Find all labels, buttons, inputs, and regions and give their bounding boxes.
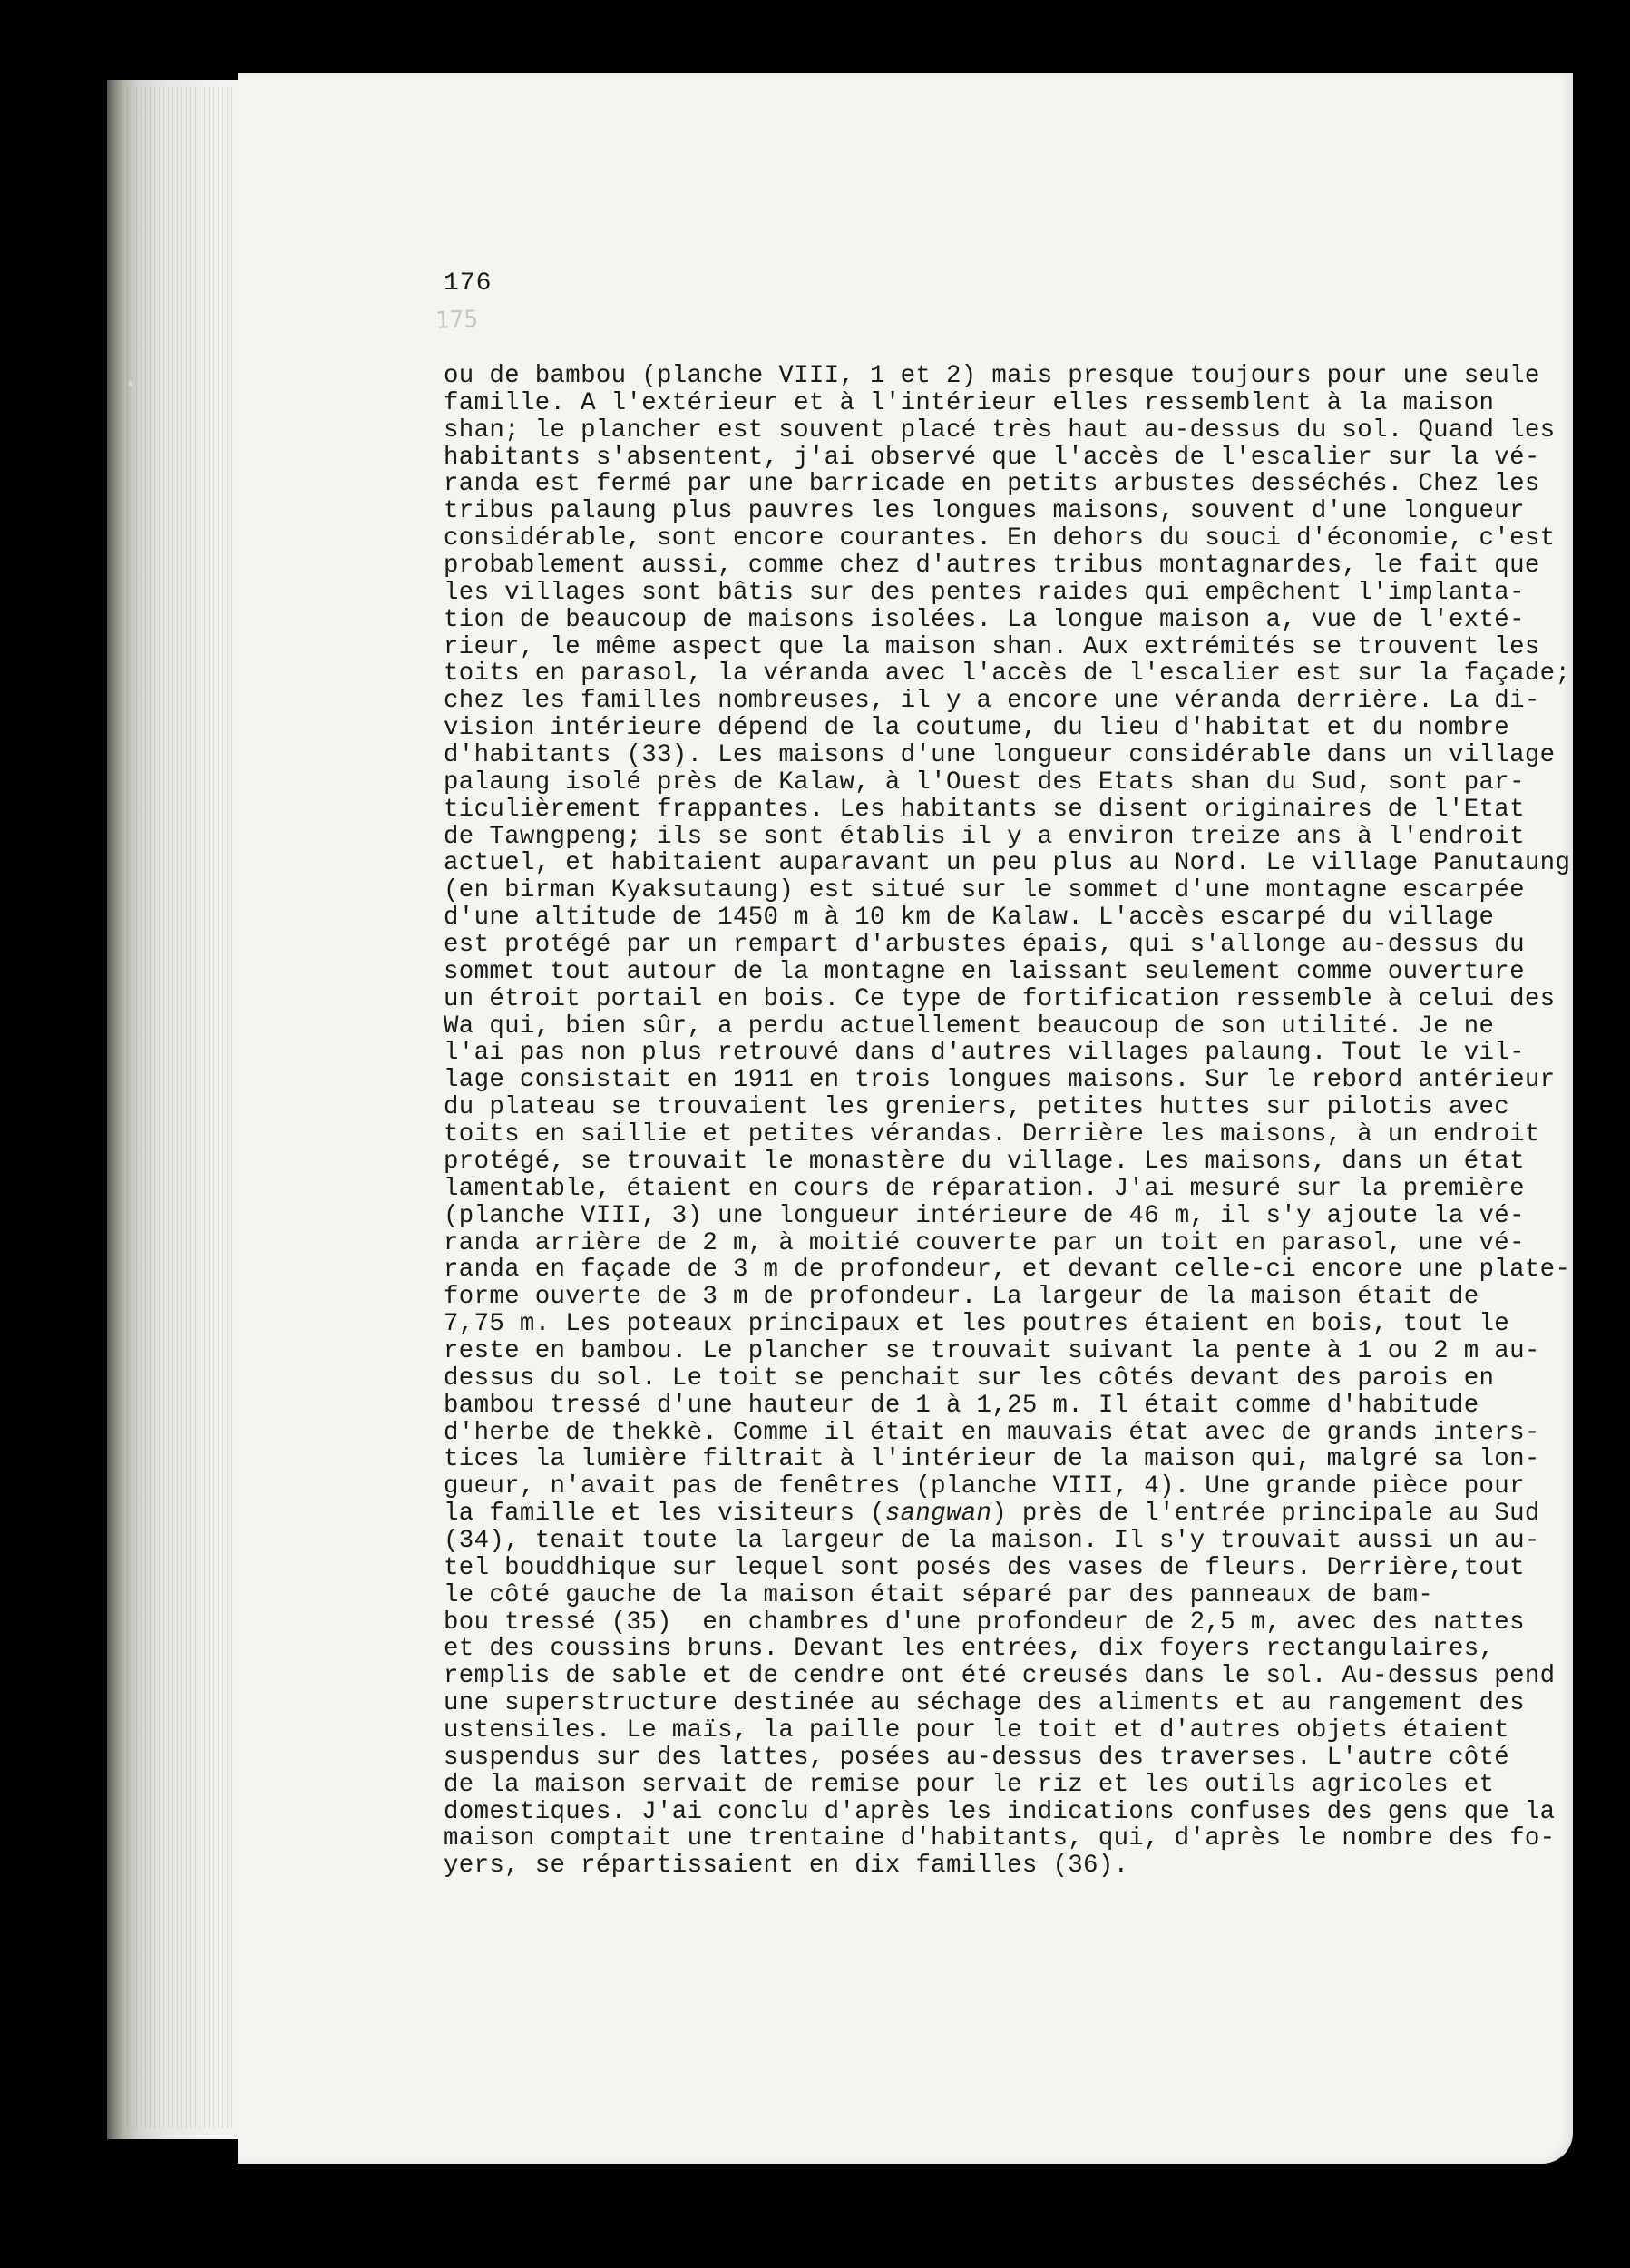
text-line: reste en bambou. Le plancher se trouvait suivant la pente à 1 ou 2 m au- bbox=[444, 1336, 1540, 1365]
text-line: probablement aussi, comme chez d'autres tribus montagnardes, le fait que bbox=[444, 552, 1540, 581]
text-line: bou tressé (35) en chambres d'une profondeur de 2,5 m, avec des nattes bbox=[444, 1608, 1525, 1637]
text-line: de la maison servait de remise pour le riz et les outils agricoles et bbox=[444, 1770, 1495, 1799]
text-line: est protégé par un rempart d'arbustes épais, qui s'allonge au-dessus du bbox=[444, 931, 1525, 960]
text-line: randa arrière de 2 m, à moitié couverte par un toit en parasol, une vé- bbox=[444, 1228, 1525, 1257]
text-line: d'une altitude de 1450 m à 10 km de Kalaw. L'accès escarpé du village bbox=[444, 904, 1495, 933]
text-line: tices la lumière filtrait à l'intérieur de la maison qui, malgré sa lon- bbox=[444, 1445, 1540, 1474]
text-line: la famille et les visiteurs (sangwan) près de l'entrée principale au Sud bbox=[444, 1500, 1540, 1529]
text-line: habitants s'absentent, j'ai observé que l'accès de l'escalier sur la vé- bbox=[444, 443, 1540, 472]
text-line: les villages sont bâtis sur des pentes raides qui empêchent l'implanta- bbox=[444, 578, 1525, 607]
text-line: chez les familles nombreuses, il y a encore une véranda derrière. La di- bbox=[444, 687, 1540, 716]
text-line: d'herbe de thekkè. Comme il était en mauvais état avec de grands inters- bbox=[444, 1418, 1540, 1447]
dust-speck bbox=[129, 381, 132, 386]
text-line: maison comptait une trentaine d'habitants, qui, d'après le nombre des fo- bbox=[444, 1824, 1556, 1853]
text-line: du plateau se trouvaient les greniers, petites huttes sur pilotis avec bbox=[444, 1093, 1510, 1122]
text-line: tel bouddhique sur lequel sont posés des vases de fleurs. Derrière,tout bbox=[444, 1553, 1525, 1582]
text-line: gueur, n'avait pas de fenêtres (planche VIII, 4). Une grande pièce pour bbox=[444, 1472, 1525, 1501]
text-line: rieur, le même aspect que la maison shan. Aux extrémités se trouvent les bbox=[444, 632, 1540, 661]
text-line: une superstructure destinée au séchage des aliments et au rangement des bbox=[444, 1689, 1525, 1718]
text-line: ticulièrement frappantes. Les habitants se disent originaires de l'Etat bbox=[444, 795, 1525, 824]
text-line: considérable, sont encore courantes. En dehors du souci d'économie, c'est bbox=[444, 524, 1556, 553]
text-line: toits en parasol, la véranda avec l'accès de l'escalier est sur la façade; bbox=[444, 660, 1571, 689]
text-line: tribus palaung plus pauvres les longues maisons, souvent d'une longueur bbox=[444, 497, 1525, 526]
text-line: randa en façade de 3 m de profondeur, et devant celle-ci encore une plate- bbox=[444, 1256, 1571, 1285]
text-line: de Tawngpeng; ils se sont établis il y a environ treize ans à l'endroit bbox=[444, 822, 1525, 851]
bleed-through-page-number: 175 bbox=[434, 306, 479, 335]
text-line: domestiques. J'ai conclu d'après les indications confuses des gens que la bbox=[444, 1797, 1556, 1826]
text-line: forme ouverte de 3 m de profondeur. La largeur de la maison était de bbox=[444, 1283, 1479, 1312]
text-line: bambou tressé d'une hauteur de 1 à 1,25 m. Il était comme d'habitude bbox=[444, 1391, 1479, 1420]
text-line: (34), tenait toute la largeur de la maison. Il s'y trouvait aussi un au- bbox=[444, 1526, 1540, 1555]
text-line: protégé, se trouvait le monastère du village. Les maisons, dans un état bbox=[444, 1147, 1525, 1176]
text-line: actuel, et habitaient auparavant un peu plus au Nord. Le village Panutaung bbox=[444, 849, 1571, 878]
text-line: palaung isolé près de Kalaw, à l'Ouest des Etats shan du Sud, sont par- bbox=[444, 767, 1525, 797]
text-line: sommet tout autour de la montagne en laissant seulement comme ouverture bbox=[444, 957, 1525, 986]
text-line: randa est fermé par une barricade en petits arbustes desséchés. Chez les bbox=[444, 470, 1540, 499]
text-line: 7,75 m. Les poteaux principaux et les poutres étaient en bois, tout le bbox=[444, 1310, 1510, 1339]
text-line: Wa qui, bien sûr, a perdu actuellement beaucoup de son utilité. Je ne bbox=[444, 1012, 1495, 1041]
body-text bbox=[444, 362, 1571, 1881]
text-line: le côté gauche de la maison était séparé par des panneaux de bam- bbox=[444, 1580, 1434, 1609]
text-line: ou de bambou (planche VIII, 1 et 2) mais presque toujours pour une seule bbox=[444, 362, 1540, 390]
text-line: shan; le plancher est souvent placé très haut au-dessus du sol. Quand les bbox=[444, 415, 1556, 445]
text-line: tion de beaucoup de maisons isolées. La longue maison a, vue de l'exté- bbox=[444, 605, 1525, 634]
text-line: vision intérieure dépend de la coutume, du lieu d'habitat et du nombre bbox=[444, 714, 1510, 743]
italic-term: sangwan bbox=[884, 1500, 992, 1529]
text-line: yers, se répartissaient en dix familles (36). bbox=[444, 1852, 1129, 1881]
text-line: lamentable, étaient en cours de réparation. J'ai mesuré sur la première bbox=[444, 1174, 1525, 1203]
text-line: d'habitants (33). Les maisons d'une longueur considérable dans un village bbox=[444, 741, 1556, 770]
text-line: l'ai pas non plus retrouvé dans d'autres villages palaung. Tout le vil- bbox=[444, 1039, 1525, 1068]
page-edges bbox=[127, 87, 236, 2128]
text-line: remplis de sable et de cendre ont été creusés dans le sol. Au-dessus pend bbox=[444, 1662, 1556, 1691]
text-line: et des coussins bruns. Devant les entrées, dix foyers rectangulaires, bbox=[444, 1635, 1495, 1664]
text-line: (en birman Kyaksutaung) est situé sur le sommet d'une montagne escarpée bbox=[444, 876, 1525, 905]
text-line: un étroit portail en bois. Ce type de fortification ressemble à celui des bbox=[444, 984, 1556, 1013]
page-number: 176 bbox=[444, 269, 493, 298]
text-line: dessus du sol. Le toit se penchait sur les côtés devant des parois en bbox=[444, 1364, 1495, 1393]
text-line: suspendus sur des lattes, posées au-dessus des traverses. L'autre côté bbox=[444, 1743, 1510, 1772]
text-line: famille. A l'extérieur et à l'intérieur elles ressemblent à la maison bbox=[444, 388, 1495, 417]
text-line: ustensiles. Le maïs, la paille pour le toit et d'autres objets étaient bbox=[444, 1716, 1510, 1745]
text-line: toits en saillie et petites vérandas. Derrière les maisons, à un endroit bbox=[444, 1120, 1540, 1149]
text-line: (planche VIII, 3) une longueur intérieure de 46 m, il s'y ajoute la vé- bbox=[444, 1201, 1525, 1230]
text-line: lage consistait en 1911 en trois longues maisons. Sur le rebord antérieur bbox=[444, 1066, 1556, 1095]
